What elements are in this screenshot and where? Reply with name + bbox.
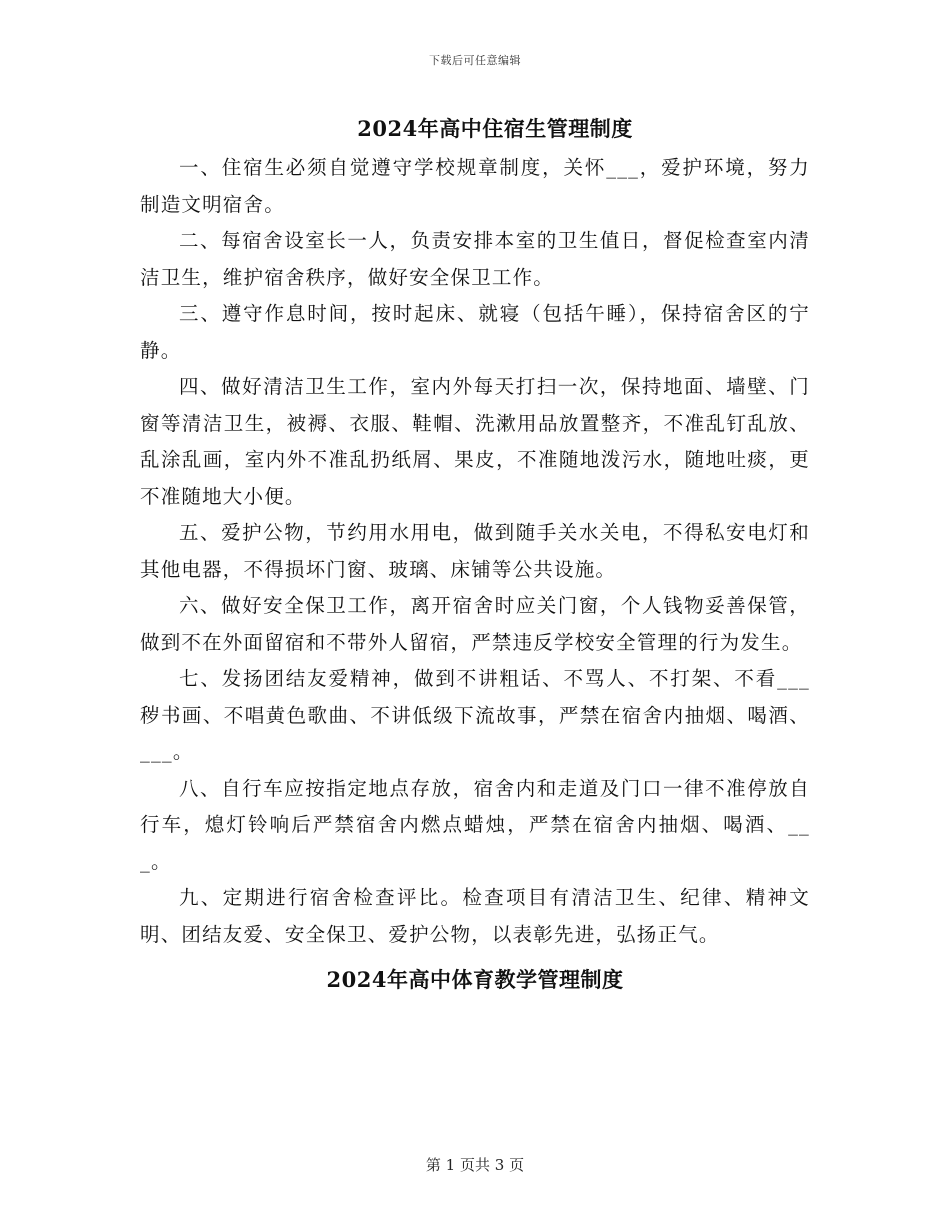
clause-2: 二、每宿舍设室长一人，负责安排本室的卫生值日，督促检查室内清洁卫生，维护宿舍秩序，做好安全保卫工作。: [140, 229, 810, 289]
page-number: 第 1 页共 3 页: [425, 1156, 525, 1174]
clause-8: 八、自行车应按指定地点存放，宿舍内和走道及门口一律不准停放自行车，熄灯铃响后严禁宿舍内燃点蜡烛，严禁在宿舍内抽烟、喝酒、___。: [140, 776, 810, 873]
clause-7: 七、发扬团结友爱精神，做到不讲粗话、不骂人、不打架、不看___秽书画、不唱黄色歌曲、不讲低级下流故事，严禁在宿舍内抽烟、喝酒、___。: [140, 667, 810, 763]
next-document-title: 2024年高中体育教学管理制度: [326, 967, 624, 992]
clause-list: [140, 150, 810, 953]
page-header-note: 下载后可任意编辑: [429, 54, 521, 67]
clause-1: 一、住宿生必须自觉遵守学校规章制度，关怀___，爱护环境，努力制造文明宿舍。: [140, 156, 810, 216]
clause-5: 五、爱护公物，节约用水用电，做到随手关水关电，不得私安电灯和其他电器，不得损坏门窗、玻璃、床铺等公共设施。: [140, 521, 810, 581]
document-body: [140, 108, 810, 1001]
clause-3: 三、遵守作息时间，按时起床、就寝（包括午睡），保持宿舍区的宁静。: [140, 302, 810, 362]
document-title: 2024年高中住宿生管理制度: [357, 116, 633, 141]
clause-4: 四、做好清洁卫生工作，室内外每天打扫一次，保持地面、墙壁、门窗等清洁卫生，被褥、衣服、鞋帽、洗漱用品放置整齐，不准乱钉乱放、乱涂乱画，室内外不准乱扔纸屑、果皮，不准随地泼污水，随地吐痰，更不准随地大小便。: [140, 375, 810, 508]
clause-9: 九、定期进行宿舍检查评比。检查项目有清洁卫生、纪律、精神文明、团结友爱、安全保卫、爱护公物，以表彰先进，弘扬正气。: [140, 886, 810, 946]
clause-6: 六、做好安全保卫工作，离开宿舍时应关门窗，个人钱物妥善保管，做到不在外面留宿和不带外人留宿，严禁违反学校安全管理的行为发生。: [140, 594, 810, 654]
